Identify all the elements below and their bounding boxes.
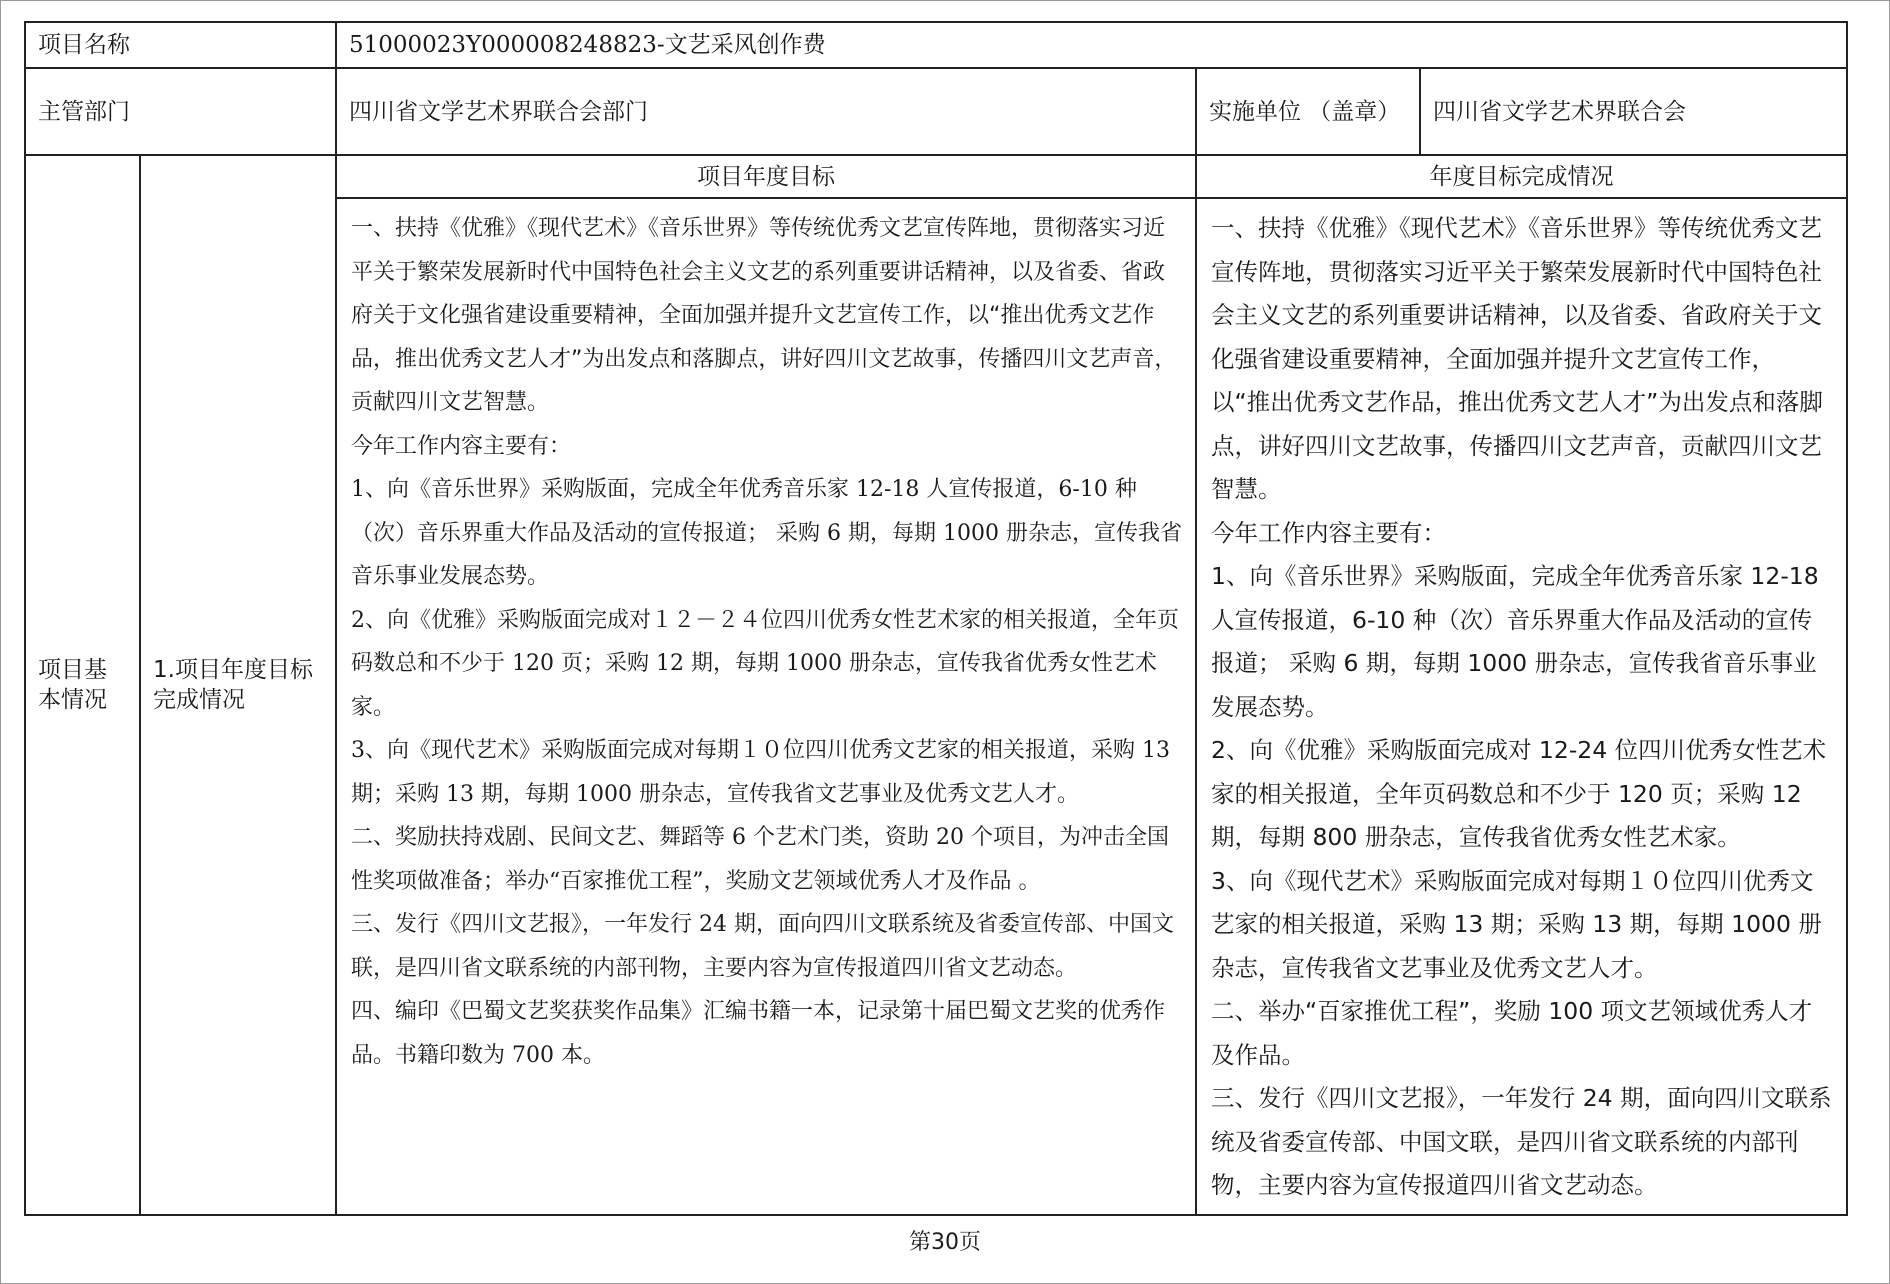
annual-goal-completion-label: 1.项目年度目标完成情况 [140, 155, 336, 1215]
goal-paragraph: 3、向《现代艺术》采购版面完成对每期１０位四川优秀文艺家的相关报道，采购 13 期；采购 13 期，每期 1000 册杂志，宣传我省文艺事业及优秀文艺人才。 [351, 738, 1170, 807]
goal-paragraph: 三、发行《四川文艺报》，一年发行 24 期，面向四川文联系统及省委宣传部、中国文联，是四川省文联系统的内部刊物，主要内容为宣传报道四川省文艺动态。 [351, 912, 1174, 981]
implementing-unit-value: 四川省文学艺术界联合会 [1420, 68, 1847, 155]
page-number: 第30页 [909, 1230, 981, 1255]
goal-completion-content [1196, 198, 1847, 1215]
row-column-headers [25, 155, 1847, 198]
row-project-name [25, 22, 1847, 68]
goal-completion-header: 年度目标完成情况 [1196, 155, 1847, 198]
basic-info-label: 项目基本情况 [25, 155, 140, 1215]
goal-paragraph: 二、奖励扶持戏剧、民间文艺、舞蹈等 6 个艺术门类，资助 20 个项目，为冲击全国性奖项做准备；举办“百家推优工程”，奖励文艺领域优秀人才及作品 。 [351, 825, 1169, 894]
completion-paragraph: 三、发行《四川文艺报》，一年发行 24 期，面向四川文联系统及省委宣传部、中国文联，是四川省文联系统的内部刊物，主要内容为宣传报道四川省文艺动态。 [1211, 1084, 1832, 1199]
completion-paragraph: 2、向《优雅》采购版面完成对 12-24 位四川优秀女性艺术家的相关报道，全年页码数总和不少于 120 页；采购 12 期，每期 800 册杂志，宣传我省优秀女性艺术家。 [1211, 736, 1827, 851]
implementing-unit-label: 实施单位 （盖章） [1196, 68, 1420, 155]
completion-paragraph: 3、向《现代艺术》采购版面完成对每期１０位四川优秀文艺家的相关报道，采购 13 期；采购 13 期，每期 1000 册杂志，宣传我省文艺事业及优秀文艺人才。 [1211, 866, 1822, 982]
goal-paragraph: 今年工作内容主要有： [351, 433, 572, 459]
project-form-table [24, 21, 1848, 1216]
goal-paragraph: 四、编印《巴蜀文艺奖获奖作品集》汇编书籍一本，记录第十届巴蜀文艺奖的优秀作品。书籍印数为 700 本。 [351, 999, 1166, 1068]
department-value: 四川省文学艺术界联合会部门 [336, 68, 1196, 155]
completion-paragraph: 今年工作内容主要有： [1211, 518, 1446, 547]
completion-paragraph: 二、举办“百家推优工程”，奖励 100 项文艺领域优秀人才及作品。 [1211, 997, 1813, 1069]
annual-goal-content [336, 198, 1196, 1215]
annual-goal-header: 项目年度目标 [336, 155, 1196, 198]
project-name-value: 51000023Y000008248823-文艺采风创作费 [336, 22, 1847, 68]
row-department [25, 68, 1847, 155]
goal-paragraph: 1、向《音乐世界》采购版面，完成全年优秀音乐家 12-18 人宣传报道，6-10 种（次）音乐界重大作品及活动的宣传报道； 采购 6 期，每期 1000 册杂志，宣传我省音乐事业发展态势。 [351, 477, 1182, 589]
project-name-label: 项目名称 [25, 22, 336, 68]
completion-paragraph: 1、向《音乐世界》采购版面，完成全年优秀音乐家 12-18 人宣传报道，6-10 种（次）音乐界重大作品及活动的宣传报道； 采购 6 期，每期 1000 册杂志，宣传我省音乐事业发展态势。 [1211, 562, 1819, 721]
goal-paragraph: 一、扶持《优雅》《现代艺术》《音乐世界》等传统优秀文艺宣传阵地，贯彻落实习近平关于繁荣发展新时代中国特色社会主义文艺的系列重要讲话精神，以及省委、省政府关于文化强省建设重要精神，全面加强并提升文艺宣传工作，以“推出优秀文艺作品，推出优秀文艺人才”为出发点和落脚点，讲好四川文艺故事，传播四川文艺声音，贡献四川文艺智慧。 [351, 216, 1177, 415]
completion-paragraph: 一、扶持《优雅》《现代艺术》《音乐世界》等传统优秀文艺宣传阵地，贯彻落实习近平关于繁荣发展新时代中国特色社会主义文艺的系列重要讲话精神，以及省委、省政府关于文化强省建设重要精神，全面加强并提升文艺宣传工作，以“推出优秀文艺作品，推出优秀文艺人才”为出发点和落脚点，讲好四川文艺故事，传播四川文艺声音，贡献四川文艺智慧。 [1211, 214, 1823, 503]
department-label: 主管部门 [25, 68, 336, 155]
goal-paragraph: 2、向《优雅》采购版面完成对１２－２４位四川优秀女性艺术家的相关报道，全年页码数总和不少于 120 页；采购 12 期，每期 1000 册杂志，宣传我省优秀女性艺术家。 [351, 607, 1179, 720]
